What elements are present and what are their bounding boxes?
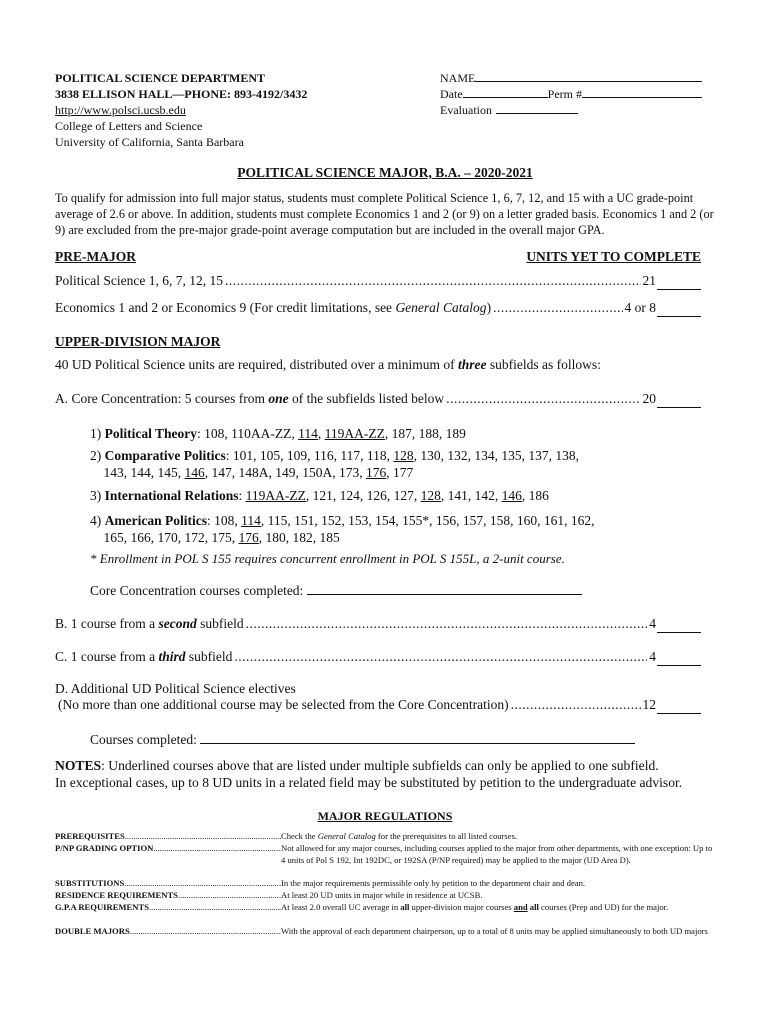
third-subfield-units: 4 bbox=[649, 649, 656, 664]
third-subfield-text-end: subfield bbox=[185, 649, 233, 664]
premajor-polsci-row bbox=[55, 273, 701, 290]
second-subfield-units: 4 bbox=[649, 616, 656, 631]
subfield-comparative-politics: 2) Comparative Politics: 101, 105, 109, 116, 117, 118, 128, 130, 132, 134, 135, 137, 138, 143, 144, 145, 146, 147, 148A, 149, 150A, 173, 176, 177 bbox=[90, 448, 579, 480]
reg-text: With the approval of each department chairperson, up to a total of 8 units may be applied simultaneously to both UD majors bbox=[281, 926, 708, 936]
notes-line-1: : Underlined courses above that are listed under multiple subfields can only be applied to one subfield. bbox=[101, 758, 659, 773]
core-completed-field[interactable] bbox=[307, 583, 582, 595]
reg-text: Not allowed for any major courses, including courses applied to the major from other departments, with one exception: Up to 4 units of Pol S 192, Int 192DC, or 192SA (P/NP required) may be applied to the major (UD Area D). bbox=[281, 843, 713, 865]
leader-dots bbox=[446, 391, 640, 407]
second-subfield-text-end: subfield bbox=[196, 616, 244, 631]
intro-text-end: subfields as follows: bbox=[486, 357, 601, 372]
reg-label: DOUBLE MAJORS bbox=[55, 926, 130, 936]
college-name: College of Letters and Science bbox=[55, 119, 203, 133]
core-text: A. Core Concentration: 5 courses from bbox=[55, 391, 269, 406]
perm-field[interactable] bbox=[582, 86, 702, 98]
reg-text: upper-division major courses bbox=[409, 902, 514, 912]
leader-dots bbox=[511, 697, 641, 713]
leader-dots bbox=[493, 300, 622, 316]
electives-heading: D. Additional UD Political Science electives bbox=[55, 681, 296, 696]
intro-emphasis: three bbox=[458, 357, 487, 372]
core-completed-row bbox=[90, 582, 582, 599]
core-completed-label: Core Concentration courses completed: bbox=[90, 583, 304, 598]
notes-section bbox=[55, 757, 735, 791]
courses-completed-field[interactable] bbox=[200, 732, 635, 744]
core-concentration-row bbox=[55, 391, 701, 408]
premajor-heading: PRE-MAJOR bbox=[55, 249, 136, 264]
name-label: NAME bbox=[440, 71, 476, 85]
reg-text: In the major requirements permissible only by petition to the department chair and dean. bbox=[281, 878, 586, 888]
regulations-heading: MAJOR REGULATIONS bbox=[317, 809, 453, 823]
university-name: University of California, Santa Barbara bbox=[55, 135, 244, 149]
econ-close-paren: ) bbox=[486, 300, 492, 315]
second-subfield-text: B. 1 course from a bbox=[55, 616, 159, 631]
third-emphasis: third bbox=[158, 649, 186, 664]
upper-division-intro bbox=[55, 357, 601, 373]
name-field[interactable] bbox=[475, 70, 702, 82]
reg-text: At least 20 UD units in major while in residence at UCSB. bbox=[281, 890, 483, 900]
notes-line-2: In exceptional cases, up to 8 UD units in a related field may be substituted by petition to the undergraduate advisor. bbox=[55, 775, 683, 790]
subfield-name: International Relations bbox=[104, 488, 239, 503]
reg-label: P/NP GRADING OPTION bbox=[55, 843, 154, 853]
reg-double-majors bbox=[55, 926, 715, 938]
premajor-econ-row bbox=[55, 300, 701, 317]
reg-label: G.P.A REQUIREMENTS bbox=[55, 902, 149, 912]
page-title: POLITICAL SCIENCE MAJOR, B.A. – 2020-2021 bbox=[237, 165, 533, 180]
courses-completed-label: Courses completed: bbox=[90, 732, 197, 747]
department-header bbox=[55, 70, 307, 150]
subfield-name: Political Theory bbox=[104, 426, 197, 441]
econ-units-blank[interactable] bbox=[657, 300, 701, 317]
reg-emphasis: and bbox=[513, 902, 528, 912]
intro-text: 40 UD Political Science units are required, distributed over a minimum of bbox=[55, 357, 459, 372]
leader-dots bbox=[149, 902, 281, 914]
core-units: 20 bbox=[642, 391, 656, 406]
dept-address: 3838 ELLISON HALL—PHONE: 893-4192/3432 bbox=[55, 87, 308, 101]
date-field[interactable] bbox=[463, 86, 548, 98]
subfield-name: Comparative Politics bbox=[104, 448, 226, 463]
reg-label: PREREQUISITES bbox=[55, 831, 125, 841]
leader-dots bbox=[246, 616, 648, 632]
leader-dots bbox=[125, 831, 281, 843]
date-label: Date bbox=[440, 87, 463, 101]
subfield-name: American Politics bbox=[104, 513, 207, 528]
reg-pnp-grading bbox=[55, 843, 715, 866]
leader-dots bbox=[130, 926, 281, 938]
dept-name: POLITICAL SCIENCE DEPARTMENT bbox=[55, 71, 266, 85]
reg-emphasis: all bbox=[529, 902, 539, 912]
dept-url-link[interactable]: http://www.polsci.ucsb.edu bbox=[55, 103, 186, 117]
second-subfield-row bbox=[55, 616, 701, 633]
reg-text-end: for the prerequisites to all listed courses. bbox=[375, 831, 518, 841]
courses-completed-row bbox=[90, 731, 635, 748]
reg-label: SUBSTITUTIONS bbox=[55, 878, 125, 888]
subfield-political-theory: 1) Political Theory: 108, 110AA-ZZ, 114, 119AA-ZZ, 187, 188, 189 bbox=[90, 426, 466, 441]
polsci-units: 21 bbox=[642, 273, 656, 288]
pols155-footnote: * Enrollment in POL S 155 requires concurrent enrollment in POL S 155L, a 2-unit course. bbox=[90, 551, 565, 566]
reg-prerequisites bbox=[55, 831, 715, 843]
second-emphasis: second bbox=[158, 616, 197, 631]
reg-label: RESIDENCE REQUIREMENTS bbox=[55, 890, 178, 900]
polsci-courses: Political Science 1, 6, 7, 12, 15 bbox=[55, 273, 223, 288]
reg-gpa bbox=[55, 902, 715, 914]
general-catalog-ref: General Catalog bbox=[395, 300, 487, 315]
core-units-blank[interactable] bbox=[657, 391, 701, 408]
electives-blank[interactable] bbox=[657, 697, 701, 714]
reg-residence bbox=[55, 890, 715, 902]
reg-catalog: General Catalog bbox=[317, 831, 376, 841]
leader-dots bbox=[153, 843, 281, 866]
polsci-units-blank[interactable] bbox=[657, 273, 701, 290]
reg-text: Check the bbox=[281, 831, 318, 841]
leader-dots bbox=[225, 273, 641, 289]
evaluation-label: Evaluation bbox=[440, 103, 492, 117]
reg-text: At least 2.0 overall UC average in bbox=[281, 902, 401, 912]
evaluation-field[interactable] bbox=[496, 102, 578, 114]
electives-units: 12 bbox=[642, 697, 656, 712]
third-subfield-text: C. 1 course from a bbox=[55, 649, 159, 664]
leader-dots bbox=[234, 649, 647, 665]
third-subfield-blank[interactable] bbox=[657, 649, 701, 666]
reg-text: courses (Prep and UD) for the major. bbox=[538, 902, 669, 912]
subfield-international-relations: 3) International Relations: 119AA-ZZ, 121, 124, 126, 127, 128, 141, 142, 146, 186 bbox=[90, 488, 549, 503]
intro-paragraph: To qualify for admission into full major status, students must complete Political Science 1, 6, 7, 12, and 15 with a UC grade-point average of 2.6 or above. In addition, students must complete Economics 1 and 2 (or 9) on a letter graded basis. Economics 1 and 2 (or 9) are excluded from the pre-major grade-point average computation but are included in the overall major GPA. bbox=[55, 191, 714, 237]
third-subfield-row bbox=[55, 649, 701, 666]
units-heading: UNITS YET TO COMPLETE bbox=[526, 249, 701, 264]
reg-substitutions bbox=[55, 878, 715, 890]
student-info-form bbox=[440, 70, 702, 118]
electives-note: (No more than one additional course may be selected from the Core Concentration) bbox=[58, 697, 509, 712]
perm-label: Perm # bbox=[547, 87, 582, 101]
leader-dots bbox=[178, 890, 281, 902]
core-text-end: of the subfields listed below bbox=[288, 391, 445, 406]
reg-emphasis: all bbox=[400, 902, 410, 912]
second-subfield-blank[interactable] bbox=[657, 616, 701, 633]
notes-label: NOTES bbox=[55, 758, 102, 773]
core-emphasis: one bbox=[268, 391, 289, 406]
electives-row bbox=[58, 697, 701, 714]
leader-dots bbox=[124, 878, 281, 890]
econ-units: 4 or 8 bbox=[624, 300, 656, 315]
upper-division-heading: UPPER-DIVISION MAJOR bbox=[55, 334, 221, 349]
econ-courses: Economics 1 and 2 or Economics 9 (For credit limitations, see bbox=[55, 300, 396, 315]
subfield-american-politics: 4) American Politics: 108, 114, 115, 151, 152, 153, 154, 155*, 156, 157, 158, 160, 161, 162, 165, 166, 170, 172, 175, 176, 180, 182, 185 bbox=[90, 513, 595, 545]
